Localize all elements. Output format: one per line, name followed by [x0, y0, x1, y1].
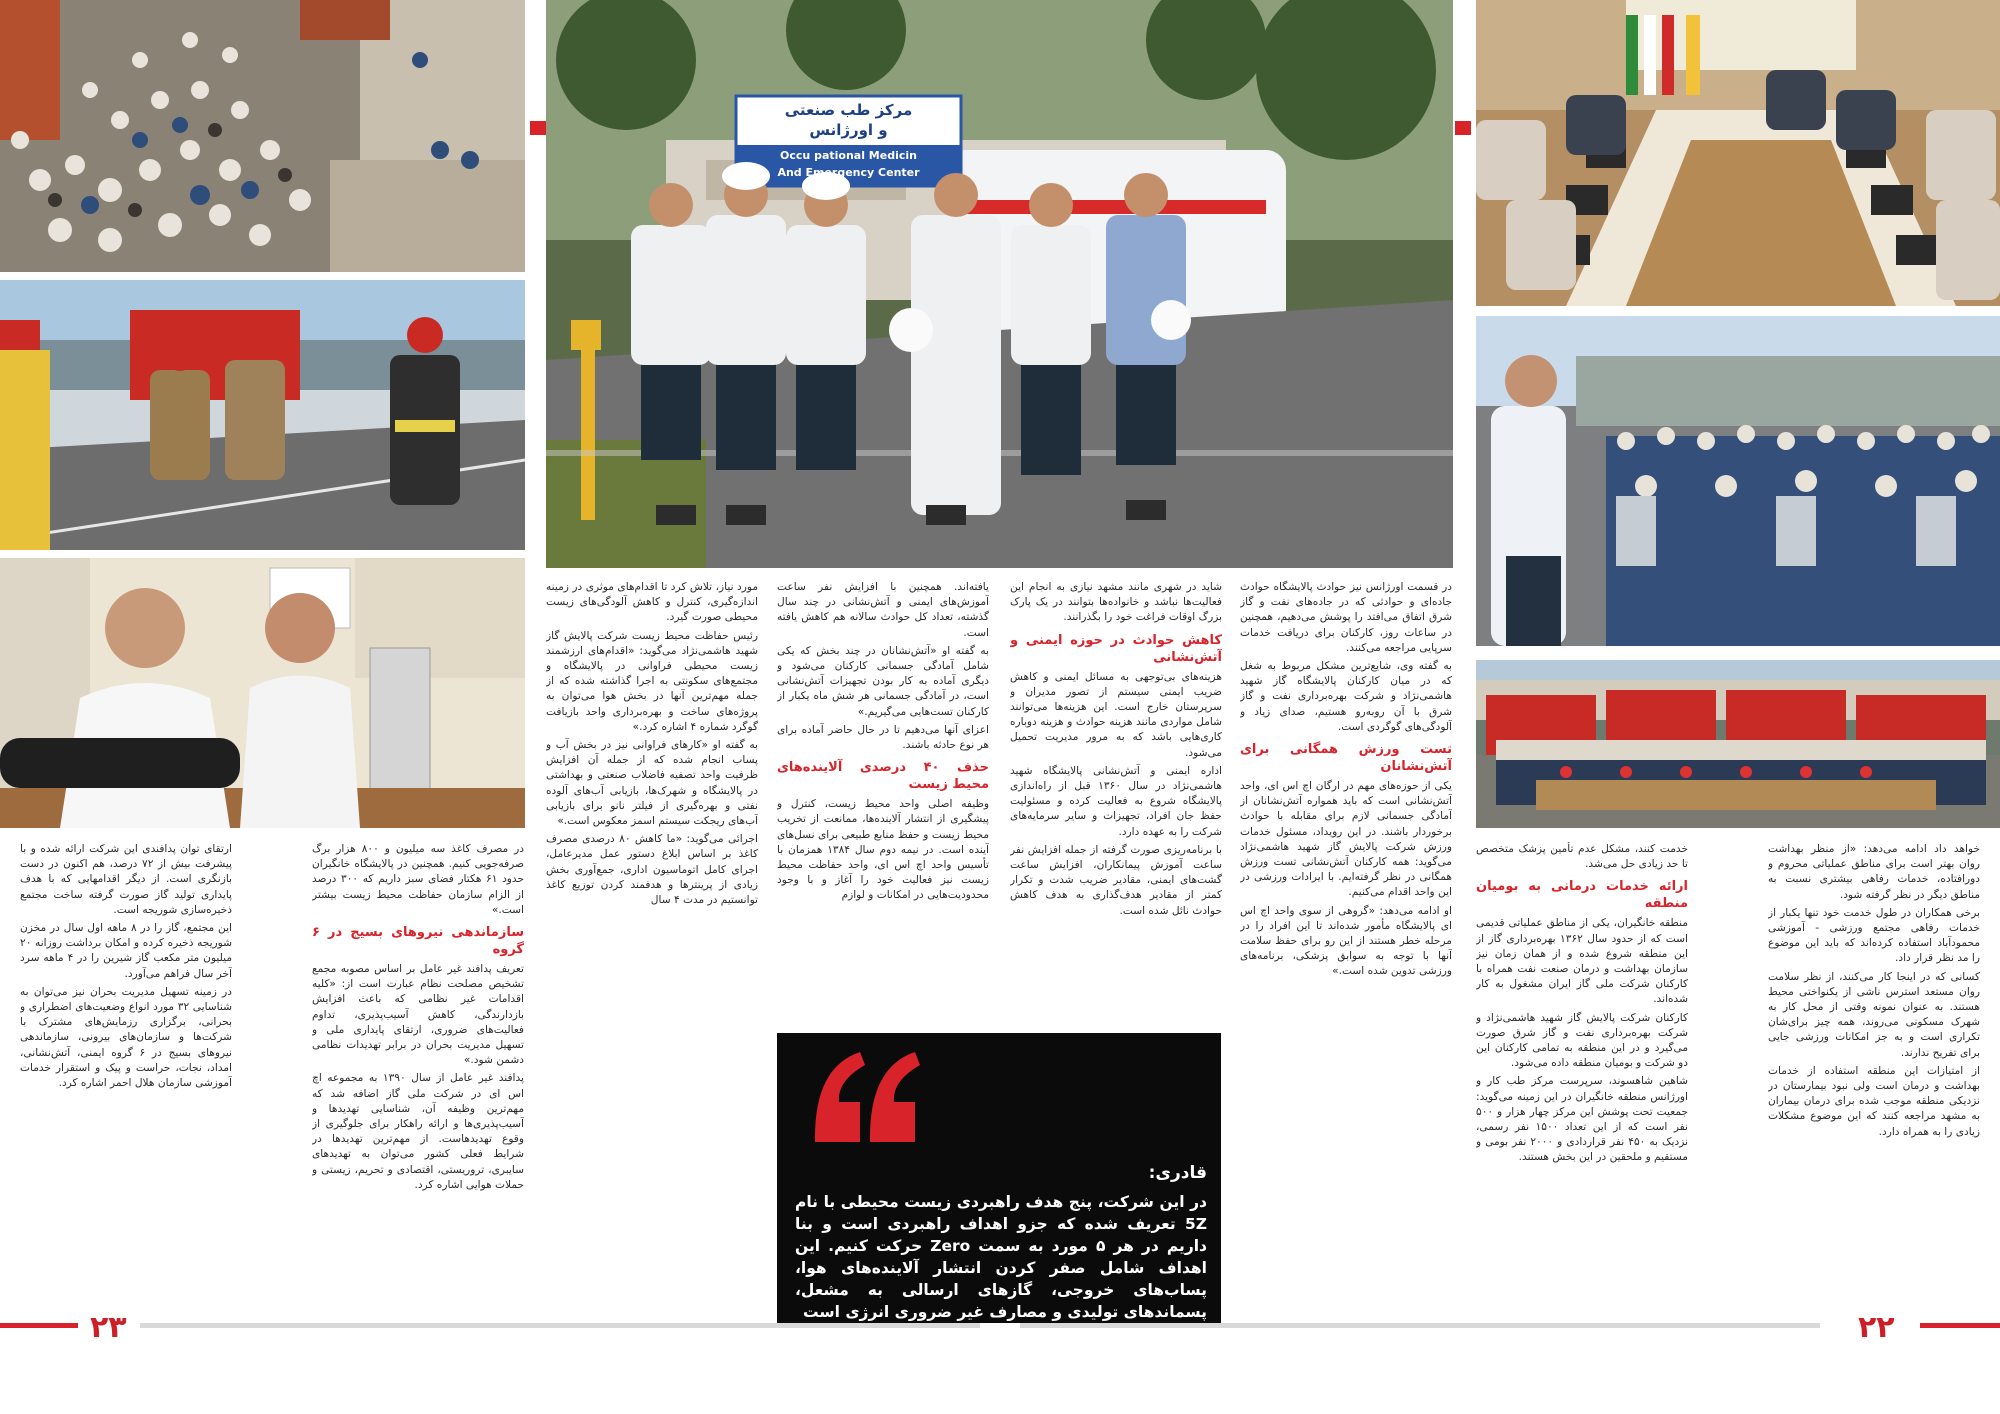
paragraph: شاهین شاهسوند، سرپرست مرکز طب کار و اورژانس منطقه خانگیران در این زمینه می‌گوید: جمعیت تحت پوشش این مرکز چهار هزار و ۵۰۰ نفر است که از این تعداد ۱۵۰۰ نفر رسمی، نزدیک به ۴۵۰ نفر قراردادی و ۲۰۰۰ نفر بومی و مستقیم و ملحقین در این بخش هستند.	[1476, 1075, 1688, 1164]
section-heading: ارائه خدمات درمانی به بومیان منطقه	[1476, 879, 1688, 912]
footer-rule-left	[0, 1323, 78, 1328]
paragraph: وظیفه اصلی واحد محیط زیست، کنترل و پیشگیری از انتشار آلاینده‌ها، ممانعت از تخریب محیط زیست و حفظ منابع طبیعی برای نسل‌های آینده است. در نیمه دوم سال ۱۳۸۴ همزمان با تأسیس واحد اچ اس ای، واحد حفاظت محیط زیست نیز فعالیت خود را آغاز و با وجود محدودیت‌هایی در امکانات و لوازم	[777, 798, 989, 902]
paragraph: از امتیازات این منطقه استفاده از خدمات بهداشت و درمان است ولی نبود بیمارستان در نزدیکی منطقه موجب شده برای درمان بیماران به مشهد مراجعه کنند که این موضوع مشکلات زیادی را به همراه دارد.	[1768, 1064, 1980, 1138]
paragraph: اداره ایمنی و آتش‌نشانی پالایشگاه شهید هاشمی‌نژاد در سال ۱۳۶۰ قبل از راه‌اندازی پالایشگاه شروع به فعالیت کرده و مسئولیت حفظ جان افراد، تجهیزات و سایر سرمایه‌های شرکت را به عهده دارد.	[1010, 764, 1222, 838]
paragraph: برخی همکاران در طول خدمت خود تنها یکبار از خدمات رفاهی مجتمع ورزشی - آموزشی محمودآباد استفاده کرده‌اند که باید این موضوع را مد نظر قرار داد.	[1768, 906, 1980, 965]
edge-marker-left	[530, 121, 546, 135]
paragraph: او ادامه می‌دهد: «گروهی از سوی واحد اچ اس ای پالایشگاه مأمور شده‌اند تا این افراد را در مرحله خطر هستند از این رو برای حفظ سلامت آنها با توجه به سوابق پزشکی، برنامه‌های ورزشی تدوین شده است.»	[1240, 904, 1452, 978]
column-right-page-2	[1476, 842, 1688, 1312]
paragraph: خدمت کنند، مشکل عدم تأمین پزشک متخصص تا حد زیادی حل می‌شد.	[1476, 843, 1688, 871]
section-heading: کاهش حوادث در حوزه ایمنی و آتش‌نشانی	[1010, 632, 1222, 665]
footer-rule-left-gray	[140, 1323, 980, 1328]
page-number-left: ۲۳	[90, 1310, 127, 1345]
sign-center-title: مرکز طب صنعتی و اورژانس	[784, 101, 913, 139]
sign-center-english: Occu pational Medicin And Emergency Center	[777, 149, 920, 179]
paragraph: شاید در شهری مانند مشهد نیازی به انجام این فعالیت‌ها نباشد و خانواده‌ها بتوانند در یک پارک بزرگ اوقات فراغت خود را بگذرانند.	[1010, 581, 1222, 624]
column-left-page-5	[1010, 580, 1222, 1030]
paragraph: مورد نیاز، تلاش کرد تا اقدام‌های موثری در زمینه اندازه‌گیری، کنترل و کاهش آلودگی‌های زیست محیطی صورت گیرد.	[546, 581, 758, 624]
photo-firefighters	[0, 280, 525, 550]
column-right-page-1	[1240, 580, 1452, 1310]
paragraph: رئیس حفاظت محیط زیست شرکت پالایش گاز شهید هاشمی‌نژاد می‌گوید: «اقدام‌های ارزشمند زیست محیطی فراوانی در پالایشگاه و مجتمع‌های سکونتی به اجرا گذاشته شده که از جمله مهم‌ترین آنها در بخش هوا می‌توان به پروژه‌های ساخت و بهره‌برداری واحد بازیافت گوگرد شماره ۴ اشاره کرد.»	[546, 629, 758, 733]
paragraph: اعزای آنها می‌دهیم تا در حال حاضر آماده برای هر نوع حادثه باشند.	[777, 723, 989, 752]
paragraph: در زمینه تسهیل مدیریت بحران نیز می‌توان به شناسایی ۳۲ مورد انواع وضعیت‌های اضطراری و بحرانی، برگزاری رزمایش‌های مشترک با شرکت‌ها و سازمان‌های بیرونی، سازماندهی نیروهای بسیج در ۶ گروه ایمنی، آتش‌نشانی، امداد، نجات، حراست و پیک و استقرار خدمات آموزشی سازمان هلال احمر اشاره کرد.	[20, 985, 232, 1090]
paragraph: در قسمت اورژانس نیز حوادث پالایشگاه حوادث جاده‌ای و حوادثی که در جاده‌های نفت و گاز شرق اتفاق می‌افتد را پوشش می‌دهیم، همچنین در ساعات روز، کارکنان برای دریافت خدمات سرپایی مراجعه می‌کنند.	[1240, 581, 1452, 654]
column-left-page-3	[546, 580, 758, 1310]
paragraph: کسانی که در اینجا کار می‌کنند، از نظر سلامت روان مستعد استرس ناشی از یکنواختی محیط هستند. به عنوان نمونه وقتی از محل کار به شهرک مسکونی می‌روند، همه چیز برای‌شان تکراری است و به جز امکانات ورزشی جایی برای تفریح ندارند.	[1768, 970, 1980, 1059]
quotation-mark-icon	[805, 1047, 925, 1147]
paragraph: یکی از حوزه‌های مهم در ارگان اچ اس ای، واحد آتش‌نشانی است که باید همواره آتش‌نشانان از آمادگی جسمانی لازم برای مقابله با حوادث برخوردار باشند. در این رویداد، مسئول خدمات ورزش شرکت پالایش گاز شهید هاشمی‌نژاد می‌گوید: همه کارکنان آتش‌نشانی تست ورزش همگانی در نظر گرفته‌ایم. با ایرادات ورزشی در این واحد اقدام می‌کنیم.	[1240, 780, 1452, 899]
paragraph: به گفته وی، شایع‌ترین مشکل مربوط به شغل که در میان کارکنان پالایشگاه گاز شهید هاشمی‌نژاد و شرکت بهره‌برداری نفت و گاز شرق با آن روبه‌رو هستیم، صدای زیاد و آلودگی‌های گوگردی است.	[1240, 660, 1452, 733]
paragraph: اجرائی می‌گوید: «ما کاهش ۸۰ درصدی مصرف کاغذ بر اساس ابلاغ دستور عمل مدیرعامل، اجرای کامل اتوماسیون اداری، جمع‌آوری بخش زیادی از پرینترها و هدفمند کردن توزیع کاغذ توانستیم در مدت ۴ سال	[546, 833, 758, 907]
paragraph: به گفته او «کارهای فراوانی نیز در بخش آب و پساب انجام شده که از جمله آن افزایش ظرفیت واحد تصفیه فاضلاب صنعتی و بهداشتی در پالایشگاه و شهرک‌ها، بازیابی آب‌های آلوده نفتی و بهره‌گیری از فیلتر نانو برای بازیابی آب‌های ریجکت سیستم اسمز معکوس است.»	[546, 739, 758, 828]
paragraph: ارتقای توان پدافندی این شرکت ارائه شده و با پیشرفت بیش از ۷۲ درصد، هم اکنون در دست بازنگری است. از دیگر اقدامهایی که با هدف پایداری تولید گاز صورت گرفته ساخت مجتمع ذخیره‌سازی شوریجه است.	[20, 843, 232, 916]
edge-marker-right	[1455, 121, 1471, 135]
paragraph: با برنامه‌ریزی صورت گرفته از جمله افزایش نفر ساعت آموزش پیمانکاران، افزایش ساعت گشت‌های ایمنی، مقادیر ضریب شدت و تکرار کمتر از مقادیر هدف‌گذاری به هدف کاهش حوادث نائل شده است.	[1010, 843, 1222, 917]
paragraph: به گفته او «آتش‌نشانان در چند بخش که یکی شامل آمادگی جسمانی کارکنان می‌شود و دیگری آماده به کار بودن تجهیزات آتش‌نشانی است، در آمادگی جسمانی هر شش ماه یکبار از کارکنان تست‌هایی می‌گیریم.»	[777, 644, 989, 718]
photo-meeting-room	[1476, 0, 2000, 306]
paragraph: در مصرف کاغذ سه میلیون و ۸۰۰ هزار برگ صرفه‌جویی کنیم. همچنین در پالایشگاه خانگیران حدود ۶۱ هکتار فضای سبز داریم که ۳۰۰ درصد از الزام سازمان حفاظت محیط زیست بیشتر است.»	[312, 843, 524, 916]
column-left-page-1	[20, 842, 232, 1312]
paragraph: منطقه خانگیران، یکی از مناطق عملیاتی قدیمی است که از حدود سال ۱۳۶۲ بهره‌برداری گاز از این منطقه شروع شده و از همان زمان نیز سازمان بهداشت و درمان صنعت نفت همراه با کارکنان شرکت ملی گاز ایران مشغول به کار شده‌اند.	[1476, 917, 1688, 1006]
paragraph: هزینه‌های بی‌توجهی به مسائل ایمنی و کاهش ضریب ایمنی سیستم از تصور مدیران و سرپرستان خارج است. این هزینه‌ها می‌توانند شامل مواردی مانند هزینه حوادث و هزینه دوباره کاری‌هایی باشد که به مرور مدیریت تحمیل می‌شود.	[1010, 670, 1222, 759]
paragraph: کارکنان شرکت پالایش گاز شهید هاشمی‌نژاد و شرکت بهره‌برداری نفت و گاز شرق صورت می‌گیرد و در این منطقه به تمامی کارکنان این دو شرکت و بومیان منطقه داده می‌شود.	[1476, 1011, 1688, 1070]
column-left-page-2	[312, 842, 524, 1312]
section-heading: تست ورزش همگانی برای آتش‌نشانان	[1240, 742, 1452, 775]
footer-rule-right	[1920, 1323, 2000, 1328]
paragraph: یافته‌اند. همچنین با افزایش نفر ساعت آموزش‌های ایمنی و آتش‌نشانی در چند سال گذشته، تعداد کل حوادث سالانه هم کاهش یافته است.	[777, 581, 989, 639]
photo-fire-crew-group	[1476, 660, 2000, 828]
quote-speaker: قادری:	[1148, 1163, 1207, 1183]
photo-medical-staff	[546, 0, 1453, 568]
pull-quote	[777, 1033, 1221, 1323]
quote-text: در این شرکت، پنج هدف راهبردی زیست محیطی با نام 5Z تعریف شده که جزو اهداف راهبردی است و بنا داریم در هر ۵ مورد به سمت Zero حرکت کنیم. این اهداف شامل صفر کردن انتشار آلاینده‌های هوا، پساب‌های خروجی، گازهای ارسالی به مشعل، پسماندهای تولیدی و مصارف غیر ضروری انرژی است	[795, 1193, 1208, 1321]
footer-rule-right-gray	[1020, 1323, 1820, 1328]
photo-crowd-aerial	[0, 0, 525, 272]
section-heading: حذف ۴۰ درصدی آلاینده‌های محیط زیست	[777, 760, 989, 793]
photo-speaker-crowd	[1476, 316, 2000, 646]
paragraph: این مجتمع، گاز را در ۸ ماهه اول سال در مخزن شوریجه ذخیره کرده و امکان برداشت روزانه ۲۰ میلیون متر مکعب گاز شیرین را در ۴ ماهه سرد آخر سال فراهم می‌آورد.	[20, 922, 232, 980]
column-left-page-4	[777, 580, 989, 1030]
section-heading: سازماندهی نیروهای بسیج در ۶ گروه	[312, 925, 524, 958]
column-right-page-3	[1768, 842, 1980, 1312]
paragraph: خواهد داد ادامه می‌دهد: «از منظر بهداشت روان بهتر است برای مناطق عملیاتی محروم و دورافتاده، خدمات رفاهی بیشتری نسبت به مناطق دیگر در نظر گرفته شود.	[1768, 843, 1980, 901]
paragraph: تعریف پدافند غیر عامل بر اساس مصوبه مجمع تشخیص مصلحت نظام عبارت است از: «کلیه اقدامات غیر نظامی که باعث افزایش بازدارندگی، کاهش آسیب‌پذیری، تداوم فعالیت‌های ضروری، ارتقای پایداری ملی و تسهیل مدیریت بحران در برابر تهدیدات نظامی دشمن شود.»	[312, 963, 524, 1067]
photo-doctor-bloodpressure	[0, 558, 525, 828]
page-number-right: ۲۲	[1858, 1310, 1895, 1345]
paragraph: پدافند غیر عامل از سال ۱۳۹۰ به مجموعه اچ اس ای در شرکت ملی گاز اضافه شد که مهم‌ترین وظیفه آن، شناسایی تهدیدها و آسیب‌پذیری‌ها و ارائه راهکار برای جلوگیری از وقوع تهدیدهاست. از مهم‌ترین تهدیدها در شرایط فعلی کشور می‌توان به تهدیدهای سایبری، تروریستی، اقتصادی و تحریم، زیستی و حملات هوایی اشاره کرد.	[312, 1072, 524, 1191]
